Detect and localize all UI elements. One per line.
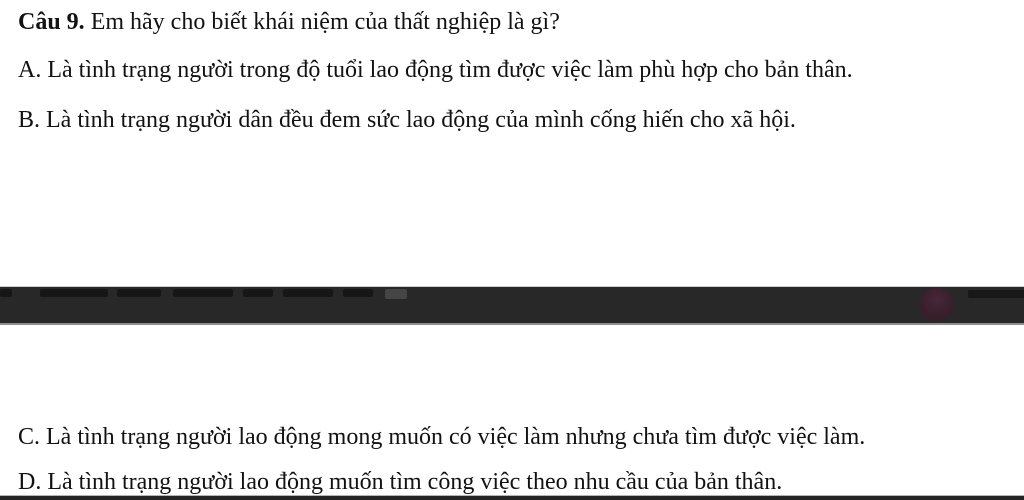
- option-b-text: Là tình trạng người dân đều đem sức lao động của mình cống hiến cho xã hội.: [46, 107, 796, 133]
- option-a-label: A.: [18, 57, 42, 83]
- obscured-text-fragment: [0, 289, 12, 297]
- question-number: Câu 9.: [18, 9, 85, 35]
- question-text: Em hãy cho biết khái niệm của thất nghiệp là gì?: [90, 9, 560, 35]
- option-d: [18, 466, 1014, 498]
- option-d-label: D.: [18, 469, 42, 495]
- obscured-text-fragment: [243, 289, 273, 297]
- option-b: [18, 104, 1014, 136]
- obscured-text-fragment: [40, 289, 108, 297]
- option-d-text: Là tình trạng người lao động muốn tìm công việc theo nhu cầu của bản thân.: [47, 469, 783, 495]
- obscured-toolbar-band: [0, 286, 1024, 325]
- option-c-label: C.: [18, 424, 41, 450]
- obscured-text-fragment: [343, 289, 373, 297]
- clipped-bottom-bar: [0, 495, 1024, 500]
- circular-logo-icon: [920, 288, 954, 322]
- option-b-label: B.: [18, 107, 41, 133]
- obscured-text-fragment: [117, 289, 161, 297]
- option-c: [18, 421, 1014, 453]
- question-line: [18, 6, 1014, 38]
- obscured-text-fragment: [968, 290, 1024, 298]
- obscured-text-fragment: [173, 289, 233, 297]
- option-a: [18, 54, 1014, 86]
- option-a-text: Là tình trạng người trong độ tuổi lao động tìm được việc làm phù hợp cho bản thân.: [47, 57, 853, 83]
- obscured-menu-icon: [385, 289, 407, 299]
- option-c-text: Là tình trạng người lao động mong muốn có việc làm nhưng chưa tìm được việc làm.: [46, 424, 866, 450]
- obscured-text-fragment: [283, 289, 333, 297]
